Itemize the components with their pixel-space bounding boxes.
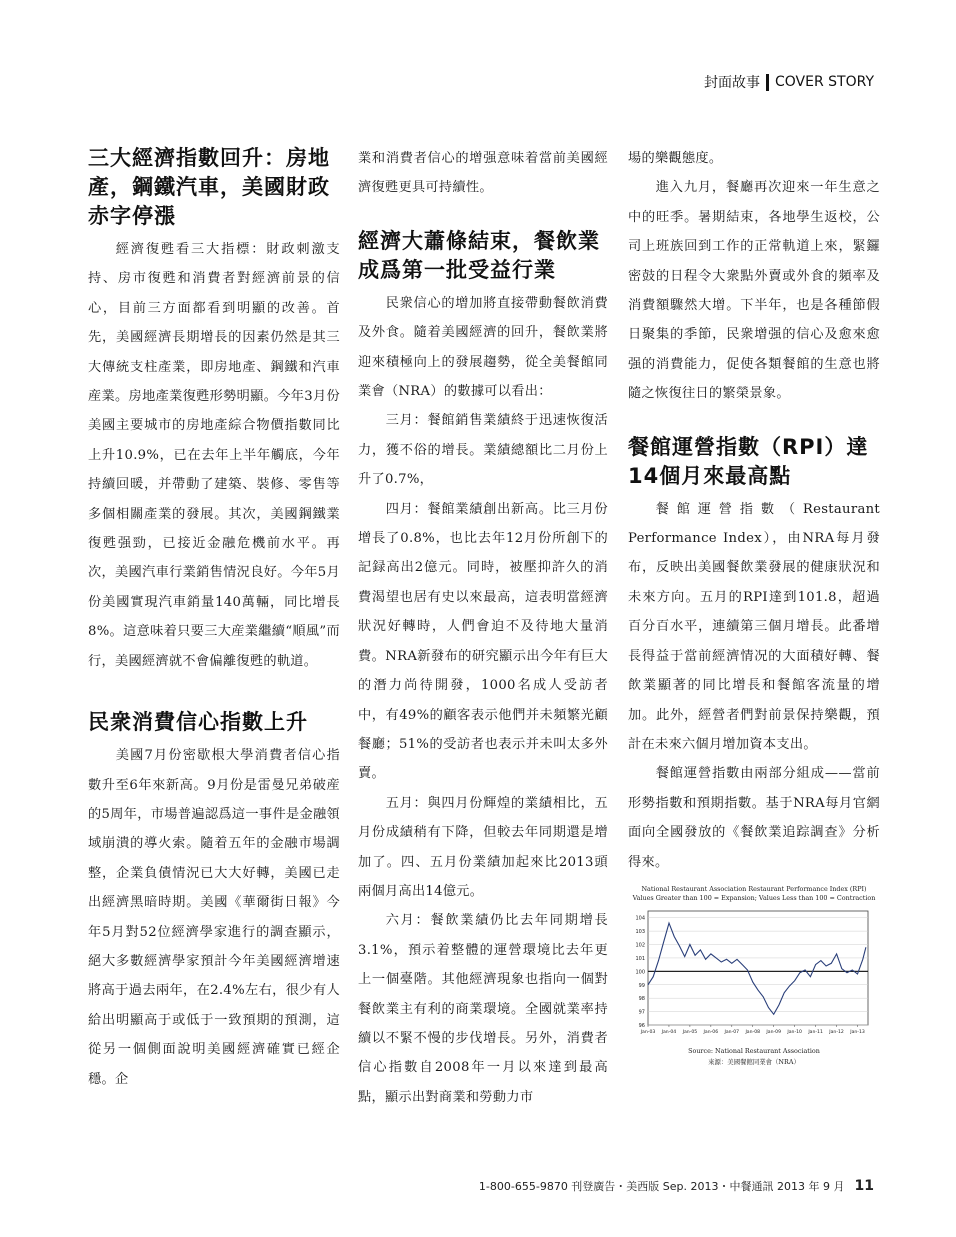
page-header — [704, 72, 874, 92]
x-tick-label: Jan-06 — [703, 1029, 719, 1035]
paragraph: 餐館運營指數（Restaurant Performance Index），由NRA每月發布，反映出美國餐飲業發展的健康狀況和未來方向。五月的RPI達到101.8，超過百分百水平，連續第三個月增長。此番增長得益于當前經濟情况的大面積好轉、餐飲業顯著的同比增長和餐館客流量的增加。此外，經營者們對前景保持樂觀，預計在未來六個月增加資本支出。 — [628, 501, 880, 752]
x-tick-label: Jan-03 — [640, 1029, 656, 1035]
column-2 — [358, 144, 608, 1112]
footer-text: 1-800-655-9870 刊登廣告・美西版 Sep. 2013・中餐通訊 2013 年 9 月 — [478, 1180, 845, 1193]
paragraph: 經濟復甦看三大指標：財政刺激支持、房市復甦和消費者對經濟前景的信心，目前三方面都看到明顯的改善。首先，美國經濟長期增長的因素仍然是其三大傳統支柱產業，即房地產、鋼鐵和汽車産業。房地產業復甦形勢明顯。今年3月份美國主要城市的房地產綜合物價指數同比上升10.9%，已在去年上半年觸底，今年持續回暖，并帶動了建築、裝修、零售等多個相關產業的發展。其次，美國鋼鐵業復甦强勁，已接近金融危機前水平。再次，美國汽車行業銷售情況良好。今年5月份美國實現汽車銷量140萬輛，同比增長8%。這意味着只要三大産業繼續“順風”而行，美國經濟就不會偏離復甦的軌道。 — [88, 242, 340, 669]
y-tick-label: 96 — [638, 1022, 645, 1029]
page-footer — [479, 1178, 874, 1194]
rpi-chart — [628, 885, 880, 1067]
column-1 — [88, 144, 340, 1094]
paragraph: 場的樂觀態度。 — [628, 151, 723, 166]
heading-economic-indices: 三大經濟指數回升：房地產，鋼鐵汽車，美國財政赤字停漲 — [88, 146, 330, 228]
x-tick-label: Jan-10 — [787, 1029, 802, 1035]
chart-source-zh: 來源：美國餐館同業會（NRA） — [708, 1057, 800, 1066]
section-label-zh: 封面故事 — [704, 75, 760, 91]
heading-rpi: 餐館運營指數（RPI）達14個月來最高點 — [628, 434, 869, 488]
chart-source-en: Source: National Restaurant Association — [688, 1046, 820, 1055]
x-tick-label: Jan-13 — [850, 1029, 865, 1035]
paragraph: 民衆信心的增加將直接帶動餐飲消費及外食。隨着美國經濟的回升，餐飲業將迎來積極向上的發展趨勢，從全美餐館同業會（NRA）的數據可以看出： — [358, 295, 608, 400]
paragraph: 美國7月份密歇根大學消費者信心指數升至6年來新高。9月份是雷曼兄弟破産的5周年，市場普遍認爲這一事件是金融領域崩潰的導火索。隨着五年的金融市場調整，企業負債情況已大大好轉，美國已走出經濟黑暗時期。美國《華爾街日報》今年5月對52位經濟學家進行的調查顯示，絕大多數經濟學家預計今年美國經濟增速將高于過去兩年，在2.4%左右，很少有人給出明顯高于或低于一致預期的預測，這從另一個側面說明美國經濟確實已經企穩。企 — [88, 748, 340, 1087]
x-tick-label: Jan-05 — [682, 1029, 698, 1035]
header-divider — [766, 74, 769, 91]
paragraph: 六月：餐飲業績仍比去年同期增長3.1%，預示着整體的運營環境比去年更上一個臺階。其他經濟現象也指向一個對餐飲業主有利的商業環境。全國就業率持續以不緊不慢的步伐增長。另外，消費者信心指數自2008年一月以來達到最高點，顯示出對商業和勞動力市 — [358, 913, 608, 1105]
y-tick-label: 103 — [635, 929, 645, 936]
y-tick-label: 104 — [635, 915, 645, 922]
y-tick-label: 101 — [635, 955, 645, 962]
y-tick-label: 98 — [638, 996, 645, 1003]
y-tick-label: 97 — [638, 1009, 645, 1016]
plot-frame — [648, 911, 868, 1025]
heading-restaurant-beneficiary: 經濟大蕭條結束，餐飲業成爲第一批受益行業 — [358, 228, 600, 282]
paragraph: 三月：餐館銷售業績終于迅速恢復活力，獲不俗的增長。業績總額比二月份上升了0.7%， — [358, 413, 608, 488]
paragraph: 業和消費者信心的增强意味着當前美國經濟復甦更具可持續性。 — [358, 151, 608, 196]
y-tick-label: 102 — [635, 942, 645, 949]
paragraph: 餐館運營指數由兩部分組成——當前形勢指數和預期指數。基于NRA每月官網面向全國發放的《餐飲業追踪調查》分析得來。 — [628, 766, 880, 870]
chart-plot — [628, 905, 880, 1045]
y-tick-label: 99 — [638, 982, 645, 989]
column-3 — [628, 144, 880, 1067]
x-tick-label: Jan-04 — [661, 1029, 677, 1035]
x-tick-label: Jan-07 — [724, 1029, 740, 1035]
x-tick-label: Jan-11 — [808, 1029, 823, 1035]
y-tick-label: 100 — [635, 969, 645, 976]
paragraph: 四月：餐館業績創出新高。比三月份增長了0.8%，也比去年12月份所創下的記録高出2億元。同時，被壓抑許久的消費渴望也居有史以來最高，這表明當經濟狀況好轉時，人們會迫不及待地大量消費。NRA新發布的研究顯示出今年有巨大的潛力尚待開發，1000名成人受訪者中，有49%的顧客表示他們并未頻繁光顧餐廳；51%的受訪者也表示并未叫太多外賣。 — [358, 501, 608, 782]
section-label-en: COVER STORY — [775, 74, 874, 90]
heading-consumer-confidence: 民衆消費信心指數上升 — [88, 710, 308, 735]
paragraph: 五月：與四月份輝煌的業績相比，五月份成績稍有下降，但較去年同期還是增加了。四、五月份業績加起來比2013頭兩個月高出14億元。 — [358, 795, 608, 899]
page-number: 11 — [854, 1178, 874, 1194]
x-tick-label: Jan-12 — [829, 1029, 844, 1035]
x-tick-label: Jan-09 — [766, 1029, 782, 1035]
paragraph: 進入九月，餐廳再次迎來一年生意之中的旺季。暑期結束，各地學生返校，公司上班族回到工作的正常軌道上來，緊鑼密鼓的日程令大衆點外賣或外食的頻率及消費額驟然大增。下半年，也是各種節假日聚集的季節，民衆增强的信心及愈來愈强的消費能力，促使各類餐館的生意也將隨之恢復往日的繁榮景象。 — [628, 180, 880, 402]
x-tick-label: Jan-08 — [745, 1029, 761, 1035]
chart-title: National Restaurant Association Restaurant Performance Index (RPI) — [641, 884, 867, 893]
chart-subtitle: Values Greater than 100 = Expansion; Values Less than 100 = Contraction — [632, 893, 876, 902]
